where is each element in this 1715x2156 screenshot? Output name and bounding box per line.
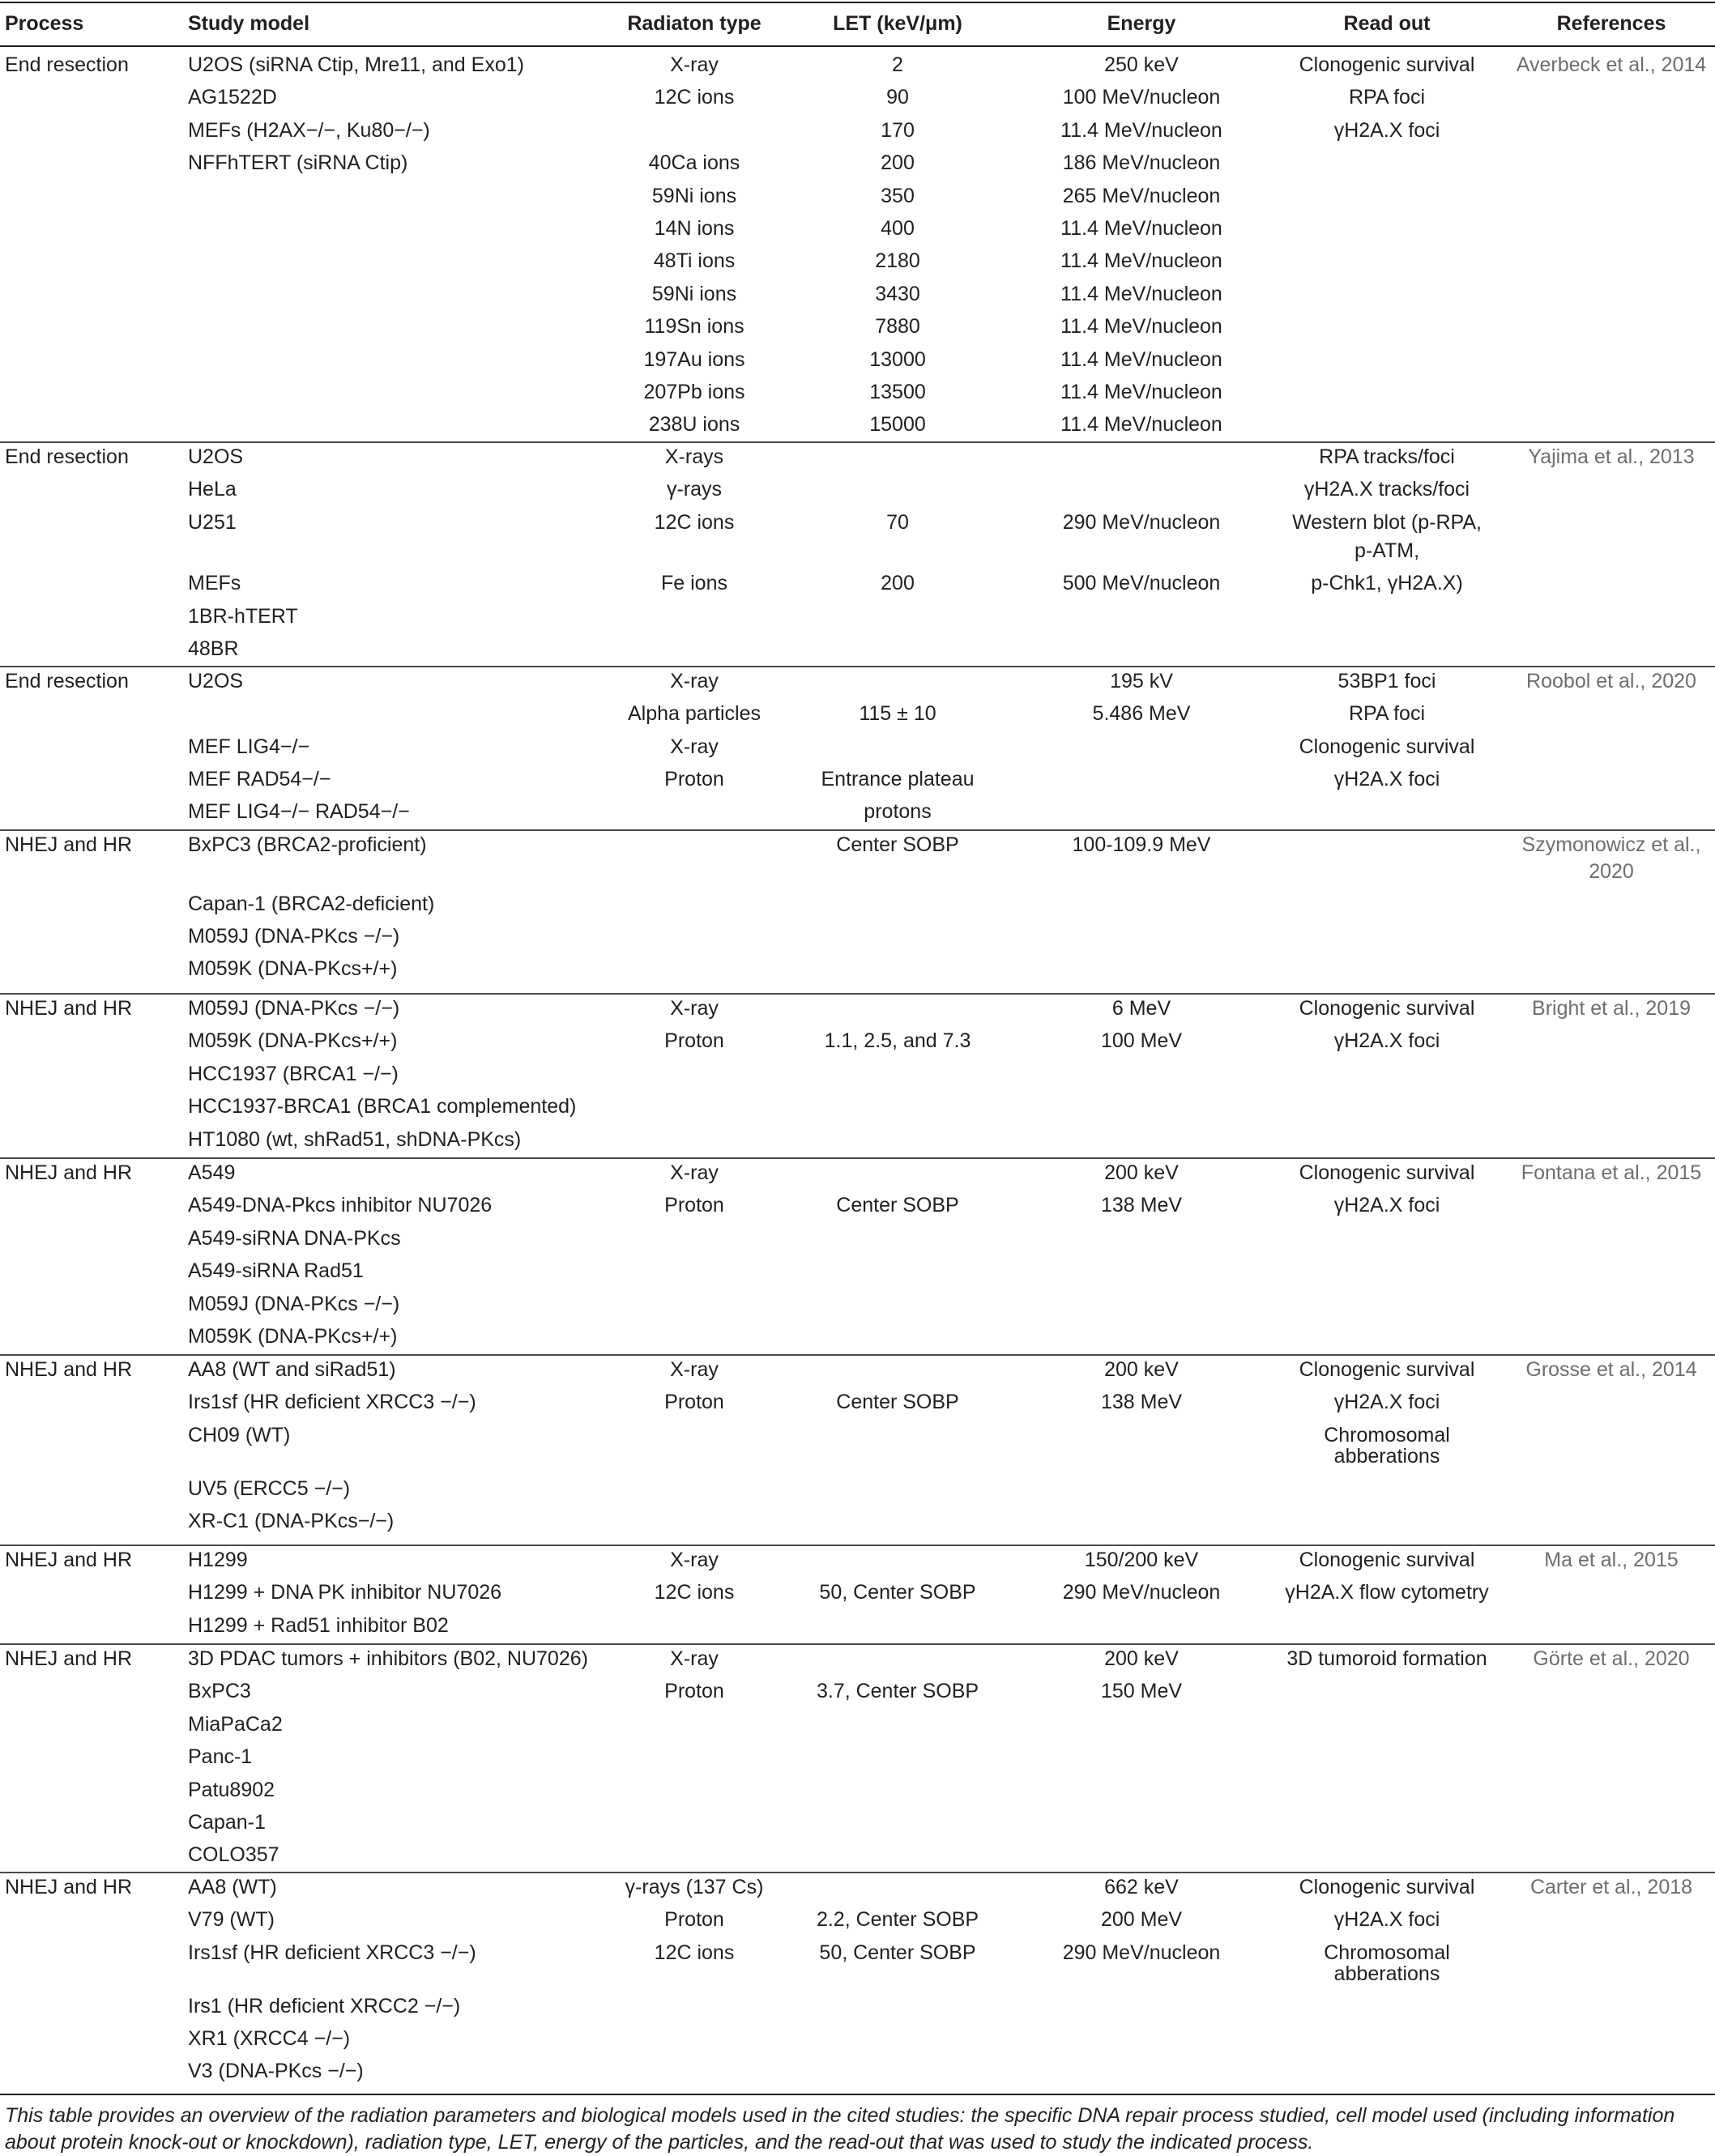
model-cell: MEF LIG4−/− RAD54−/− [188,800,410,823]
model-cell: H1299 + Rad51 inhibitor B02 [188,1613,449,1637]
model-cell: U251 [188,510,237,534]
model-cell: Irs1 (HR deficient XRCC2 −/−) [188,1995,461,2018]
process-cell: NHEJ and HR [5,1161,132,1184]
model-cell: U2OS [188,670,244,692]
model-cell: BxPC3 [188,1680,251,1703]
model-cell: M059K (DNA-PKcs+/+) [188,957,398,980]
model-cell: A549 [188,1161,236,1184]
process-cell: NHEJ and HR [5,1647,132,1670]
header-study-model: Study model [188,12,310,35]
model-cell: NFFhTERT (siRNA Ctip) [188,151,408,175]
header-process: Process [5,12,84,35]
model-cell: M059J (DNA-PKcs −/−) [188,997,400,1020]
model-cell: Irs1sf (HR deficient XRCC3 −/−) [188,1391,476,1414]
model-cell: U2OS (siRNA Ctip, Mre11, and Exo1) [188,53,524,76]
model-cell: HCC1937-BRCA1 (BRCA1 complemented) [188,1095,577,1118]
group-separator [0,1545,1715,1546]
model-cell: H1299 + DNA PK inhibitor NU7026 [188,1581,502,1604]
model-cell: BxPC3 (BRCA2-proficient) [188,833,427,856]
model-cell: MiaPaCa2 [188,1712,283,1736]
model-cell: MEF RAD54−/− [188,768,331,791]
table-caption: This table provides an overview of the radiation parameters and biological models used in the cited studies: the specific DNA repair process studied, cell model used (including information about protein knock-out or knockdown), radiation type, LET, energy of the particles, and the read-out that was used to study the indicated process. [5,2104,1675,2154]
table-bottom-rule [0,2094,1715,2095]
data-table: Process Study model Radiaton type LET (keV/μm) Energy Read out References End resection U2OS (siRNA Ctip, Mre11, and Exo1) AG1522D MEFs (H2AX−/−, Ku80−/−) NFFhTERT (siRNA Ctip) X-ray 12C ions 40Ca ions 59Ni ions 14N ions 48Ti ions 59Ni ions 119Sn ions 197Au ions 207Pb ions 238U ions 2 90 170 200 350 400 2180 3430 7880 13000 13500 15000 250 keV 100 MeV/nucleon 11.4 MeV/nucleon 186 MeV/nucleon 265 MeV/nucleon 11.4 MeV/nucleon 11.4 MeV/nucleon 11.4 MeV/nucleon 11.4 MeV/nucleon 11.4 MeV/nucleon 11.4 MeV/nucleon 11.4 MeV/nucleon Clonogenic survival RPA foci γH2A.X foci Averbeck et al., 2014 End resection U2OS HeLa U251 MEFs 1BR-hTERT 48BR X-rays γ-rays 12C ions Fe ions 70 200 290 MeV/nucleon 500 MeV/nucleon RPA tracks/foci γH2A.X tracks/foci Western blot (p-RPA, p-ATM, p-Chk1, γH2A.X) Yajima et al., 2013 End resection U2OS MEF LIG4−/− MEF RAD54−/− MEF LIG4−/− RAD54−/− X-ray Alpha particles X-ray Proton 115 ± 10 Entrance plateau protons 195 kV 5.486 MeV 53BP1 foci RPA foci Clonogenic survival γH2A.X foci Roobol et al., 2020 NHEJ and HR BxPC3 (BRCA2-proficient) Capan-1 (BRCA2-deficient) M059J (DNA-PKcs −/−) M059K (DNA-PKcs+/+) Center SOBP 100-109.9 MeV Szymonowicz et al., 2020 NHEJ and HR M059J (DNA-PKcs −/−) M059K (DNA-PKcs+/+) HCC1937 (BRCA1 −/−) HCC1937-BRCA1 (BRCA1 complemented) HT1080 (wt, shRad51, shDNA-PKcs) X-ray Proton 1.1, 2.5, and 7.3 6 MeV 100 MeV Clonogenic survival γH2A.X foci Bright et al., 2019 NHEJ and HR A549 A549-DNA-Pkcs inhibitor NU7026 A549-siRNA DNA-PKcs A549-siRNA Rad51 M059J (DNA-PKcs −/−) M059K (DNA-PKcs+/+) X-ray Proton Center SOBP 200 keV 138 MeV Clonogenic survival γH2A.X foci Fontana et al., 2015 NHEJ and HR AA8 (WT and siRad51) Irs1sf (HR deficient XRCC3 −/−) CH09 (WT) UV5 (ERCC5 −/−) XR-C1 (DNA-PKcs−/−) X-ray Proton Center SOBP 200 keV 138 MeV Clonogenic survival γH2A.X foci Chromosomal abberations Grosse et al., 2014 NHEJ and HR H1299 H1299 + DNA PK inhibitor NU7026 H1299 + Rad51 inhibitor B02 X-ray 12C ions 50, Center SOBP 150/200 keV 290 MeV/nucleon Clonogenic survival γH2A.X flow cytometry Ma et al., 2015 NHEJ and HR 3D PDAC tumors + inhibitors (B02, NU7026) BxPC3 MiaPaCa2 Panc-1 Patu8902 Capan-1 COLO357 X-ray Proton 3.7, Center SOBP 200 keV 150 MeV 3D tumoroid formation Görte et al., 2020 NHEJ and HR AA8 (WT) V79 (WT) Irs1sf (HR deficient XRCC3 −/−) Irs1 (HR deficient XRCC2 −/−) XR1 (XRCC4 −/−) V3 (DNA-PKcs −/−) γ-rays (137 Cs) Proton 12C ions 2.2, Center SOBP 50, Center SOBP 662 keV 200 MeV 290 MeV/nucleon Clonogenic survival γH2A.X foci Chromosomal abberations Carter et al., 2018 [0,0,1715,2098]
group-separator [0,666,1715,667]
model-cell: M059K (DNA-PKcs+/+) [188,1325,398,1348]
model-cell: M059J (DNA-PKcs −/−) [188,925,400,948]
model-cell: UV5 (ERCC5 −/−) [188,1477,351,1500]
model-cell: Irs1sf (HR deficient XRCC3 −/−) [188,1941,476,1964]
group-separator [0,441,1715,443]
process-cell: NHEJ and HR [5,997,132,1020]
model-cell: AG1522D [188,86,277,109]
model-cell: COLO357 [188,1843,279,1867]
group-separator [0,829,1715,831]
model-cell: 48BR [188,637,239,660]
group-separator [0,1354,1715,1356]
model-cell: V3 (DNA-PKcs −/−) [188,2060,364,2082]
model-cell: MEF LIG4−/− [188,735,310,758]
model-cell: M059K (DNA-PKcs+/+) [188,1029,398,1053]
model-cell: V79 (WT) [188,1908,275,1932]
model-cell: Capan-1 [188,1811,266,1834]
model-cell: AA8 (WT) [188,1876,277,1898]
model-cell: 3D PDAC tumors + inhibitors (B02, NU7026) [188,1647,588,1670]
process-cell: End resection [5,670,129,692]
process-cell: End resection [5,445,129,468]
model-cell: MEFs [188,572,241,594]
model-cell: H1299 [188,1549,248,1571]
group-separator [0,1643,1715,1645]
model-cell: Panc-1 [188,1745,253,1769]
table-top-rule [0,2,1715,3]
model-cell: A549-siRNA DNA-PKcs [188,1226,401,1250]
group-separator [0,1872,1715,1873]
model-cell: A549-DNA-Pkcs inhibitor NU7026 [188,1194,493,1217]
model-cell: 1BR-hTERT [188,605,298,628]
model-cell: AA8 (WT and siRad51) [188,1358,396,1381]
model-cell: XR1 (XRCC4 −/−) [188,2027,351,2050]
model-cell: XR-C1 (DNA-PKcs−/−) [188,1510,395,1532]
process-cell: NHEJ and HR [5,1549,132,1571]
group-separator [0,993,1715,995]
model-cell: U2OS [188,445,244,468]
model-cell: HeLa [188,478,237,501]
model-cell: Capan-1 (BRCA2-deficient) [188,893,435,915]
header-rule [0,45,1715,47]
process-cell: NHEJ and HR [5,1358,132,1381]
process-cell: NHEJ and HR [5,833,132,856]
model-cell: MEFs (H2AX−/−, Ku80−/−) [188,118,430,142]
model-cell: M059J (DNA-PKcs −/−) [188,1292,400,1315]
group-separator [0,1157,1715,1159]
model-cell: CH09 (WT) [188,1423,291,1447]
process-cell: NHEJ and HR [5,1876,132,1898]
model-cell: HT1080 (wt, shRad51, shDNA-PKcs) [188,1127,522,1151]
model-cell: A549-siRNA Rad51 [188,1259,364,1283]
model-cell: HCC1937 (BRCA1 −/−) [188,1062,399,1085]
model-cell: Patu8902 [188,1778,275,1801]
process-cell: End resection [5,53,129,76]
